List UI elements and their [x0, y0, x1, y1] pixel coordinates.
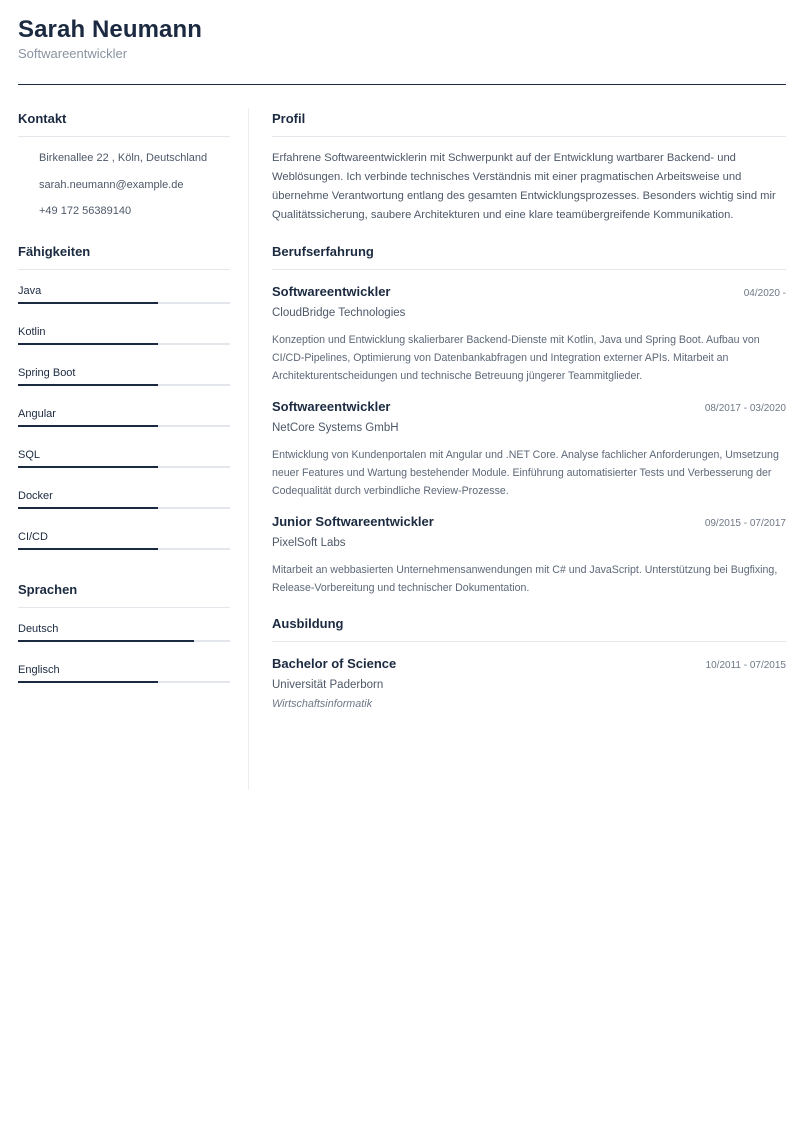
job-title: Softwareentwickler — [272, 399, 391, 414]
skill-bar — [18, 384, 230, 386]
skill-item — [18, 270, 230, 311]
profile-title: Profil — [272, 108, 786, 137]
job-company: PixelSoft Labs — [272, 537, 346, 549]
skill-bar-fill — [18, 548, 158, 550]
job-title: Softwareentwickler — [272, 284, 391, 299]
skill-bar-fill — [18, 384, 158, 386]
skill-item — [18, 516, 230, 557]
skill-bar — [18, 466, 230, 468]
skill-label: SQL — [18, 448, 41, 461]
skill-bar-fill — [18, 343, 158, 345]
job-title: Junior Softwareentwickler — [272, 514, 434, 529]
sidebar — [18, 108, 230, 690]
skill-bar — [18, 548, 230, 550]
language-bar — [18, 681, 230, 683]
language-label: Englisch — [18, 663, 60, 676]
job-company: CloudBridge Technologies — [272, 307, 406, 319]
header-divider — [18, 84, 786, 85]
skill-label: Java — [18, 284, 42, 297]
skill-bar — [18, 425, 230, 427]
job-header — [272, 397, 786, 417]
job-description: Konzeption und Entwicklung skalierbarer Backend-Dienste mit Kotlin, Java und Spring Boot. Aufbau von CI/CD-Pipelines, Optimierung von Datenbankabfragen und Integration externer APIs. Mitarbeit an Architekturentscheidungen und technische Betreuung jüngerer Teammitglieder. — [272, 334, 760, 382]
skill-item — [18, 434, 230, 475]
education-degree: Bachelor of Science — [272, 656, 397, 671]
skill-item — [18, 352, 230, 393]
language-bar — [18, 640, 230, 642]
skill-bar-fill — [18, 302, 158, 304]
language-item — [18, 649, 230, 690]
skill-label: Spring Boot — [18, 366, 76, 379]
skill-item — [18, 475, 230, 516]
contact-address: Birkenallee 22 , Köln, Deutschland — [39, 152, 208, 164]
person-name: Sarah Neumann — [18, 16, 203, 43]
contact-email: sarah.neumann@example.de — [39, 178, 184, 191]
skill-item — [18, 311, 230, 352]
job-header — [272, 282, 786, 302]
skill-bar-fill — [18, 425, 158, 427]
skill-bar — [18, 302, 230, 304]
skill-item — [18, 393, 230, 434]
job-description: Mitarbeit an webbasierten Unternehmensanwendungen mit C# und JavaScript. Unterstützung bei Bugfixing, Release-Vorbereitung und technischer Dokumentation. — [272, 564, 778, 594]
skill-label: Kotlin — [18, 325, 46, 338]
education-school: Universität Paderborn — [272, 679, 384, 691]
skill-label: Docker — [18, 489, 53, 502]
skill-label: CI/CD — [18, 530, 48, 543]
person-role: Softwareentwickler — [18, 46, 128, 61]
language-label: Deutsch — [18, 622, 59, 635]
job-entry — [272, 512, 786, 597]
job-date: 09/2015 - 07/2017 — [704, 518, 786, 529]
job-date: 04/2020 - — [743, 288, 786, 299]
experience-title: Berufserfahrung — [272, 241, 786, 270]
languages-title: Sprachen — [18, 579, 230, 608]
education-entry — [272, 654, 786, 711]
resume-header — [18, 14, 786, 62]
language-item — [18, 608, 230, 649]
skills-title: Fähigkeiten — [18, 241, 230, 270]
job-entry — [272, 282, 786, 385]
contact-phone: +49 172 56389140 — [39, 205, 132, 217]
education-title: Ausbildung — [272, 613, 786, 642]
job-description: Entwicklung von Kundenportalen mit Angular und .NET Core. Analyse fachlicher Anforderungen, Umsetzung neuer Features und Wartung bestehender Module. Einführung automatisierter Tests und Verbesserung der Codequalität durch verbindliche Review-Prozesse. — [272, 449, 779, 497]
job-date: 08/2017 - 03/2020 — [704, 403, 786, 414]
education-field: Wirtschaftsinformatik — [272, 698, 373, 710]
skill-bar — [18, 507, 230, 509]
skill-bar-fill — [18, 507, 158, 509]
skill-label: Angular — [18, 407, 56, 420]
language-bar-fill — [18, 681, 158, 683]
skills-list — [18, 270, 230, 557]
language-bar-fill — [18, 640, 194, 642]
skill-bar-fill — [18, 466, 158, 468]
job-header — [272, 512, 786, 532]
skill-bar — [18, 343, 230, 345]
profile-text: Erfahrene Softwareentwicklerin mit Schwerpunkt auf der Entwicklung wartbarer Backend- und Weblösungen. Ich verbinde technisches Verständnis mit einer pragmatischen Arbeitsweise und übernehme Verantwortung entlang des gesamten Entwicklungsprozesses. Besonders wichtig sind mir Qualitätssicherung, saubere Architekturen und eine klare teamübergreifende Kommunikation. — [272, 152, 776, 221]
job-company: NetCore Systems GmbH — [272, 422, 399, 434]
education-date: 10/2011 - 07/2015 — [705, 660, 786, 671]
languages-list — [18, 608, 230, 690]
contact-title: Kontakt — [18, 108, 230, 137]
main-content — [272, 108, 786, 711]
education-header — [272, 654, 786, 674]
contact-list — [18, 145, 230, 225]
column-divider — [248, 108, 249, 790]
job-entry — [272, 397, 786, 500]
